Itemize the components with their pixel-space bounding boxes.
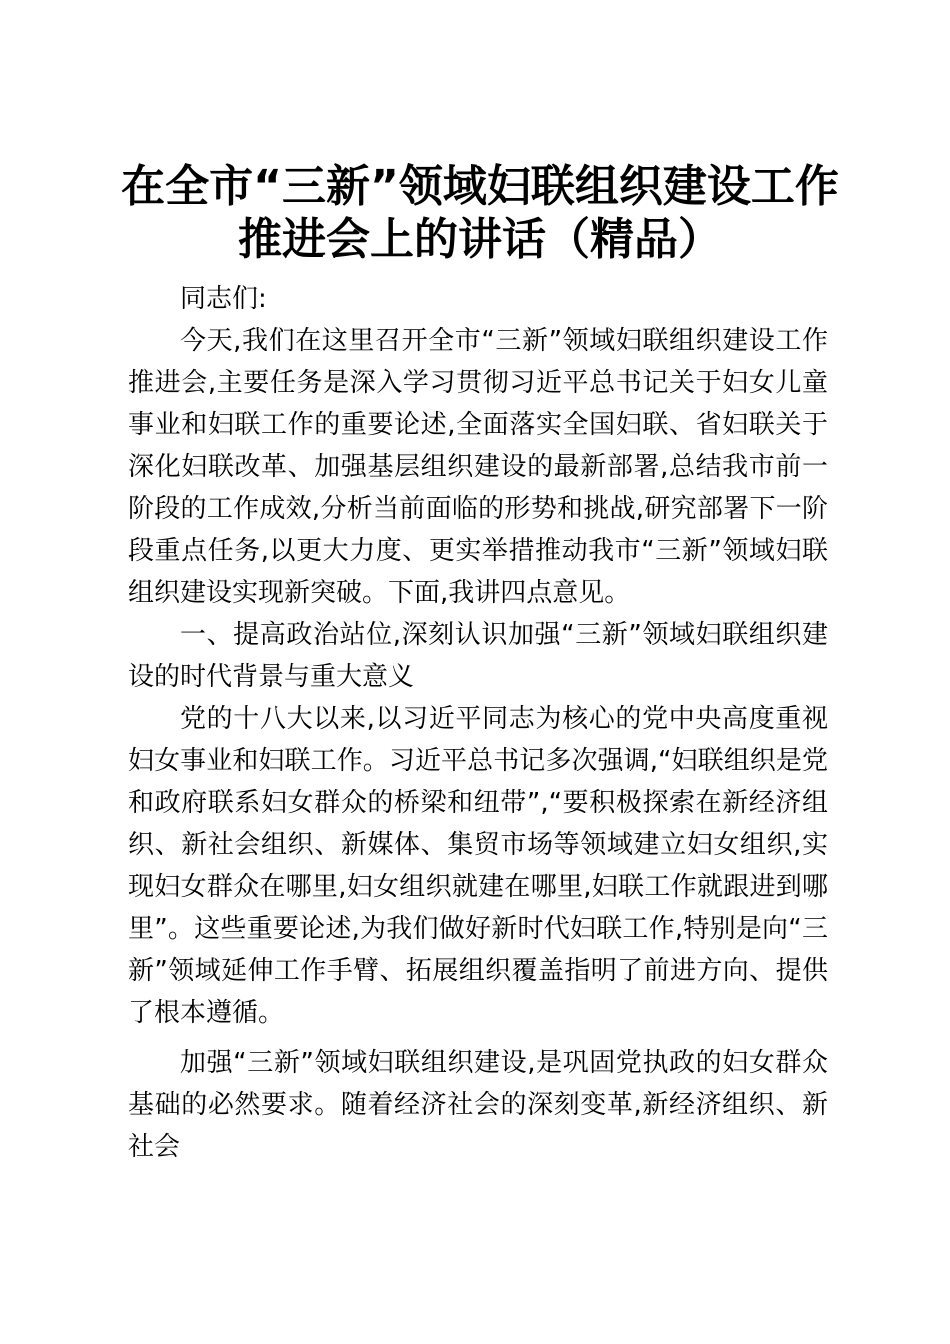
- title-line-1: 在全市“三新”领域妇联组织建设工作: [121, 161, 839, 212]
- salutation: 同志们:: [180, 284, 267, 314]
- document-title: [120, 160, 840, 266]
- paragraph-significance: 加强“三新”领域妇联组织建设,是巩固党执政的妇女群众基础的必然要求。随着经济社会的深刻变革,新经济组织、新社会: [128, 1048, 828, 1162]
- title-line-2: 推进会上的讲话（精品）: [238, 214, 722, 265]
- section-heading-1: 一、提高政治站位,深刻认识加强“三新”领域妇联组织建设的时代背景与重大意义: [128, 620, 828, 692]
- document-body: [128, 278, 828, 1168]
- paragraph-background: 党的十八大以来,以习近平同志为核心的党中央高度重视妇女事业和妇联工作。习近平总书记多次强调,“妇联组织是党和政府联系妇女群众的桥梁和纽带”,“要积极探索在新经济组织、新社会组织、新媒体、集贸市场等领域建立妇女组织,实现妇女群众在哪里,妇女组织就建在哪里,妇联工作就跟进到哪里”。这些重要论述,为我们做好新时代妇联工作,特别是向“三新”领域延伸工作手臂、拓展组织覆盖指明了前进方向、提供了根本遵循。: [128, 704, 828, 1028]
- paragraph-intro: 今天,我们在这里召开全市“三新”领域妇联组织建设工作推进会,主要任务是深入学习贯彻习近平总书记关于妇女儿童事业和妇联工作的重要论述,全面落实全国妇联、省妇联关于深化妇联改革、加强基层组织建设的最新部署,总结我市前一阶段的工作成效,分析当前面临的形势和挑战,研究部署下一阶段重点任务,以更大力度、更实举措推动我市“三新”领域妇联组织建设实现新突破。下面,我讲四点意见。: [128, 326, 828, 608]
